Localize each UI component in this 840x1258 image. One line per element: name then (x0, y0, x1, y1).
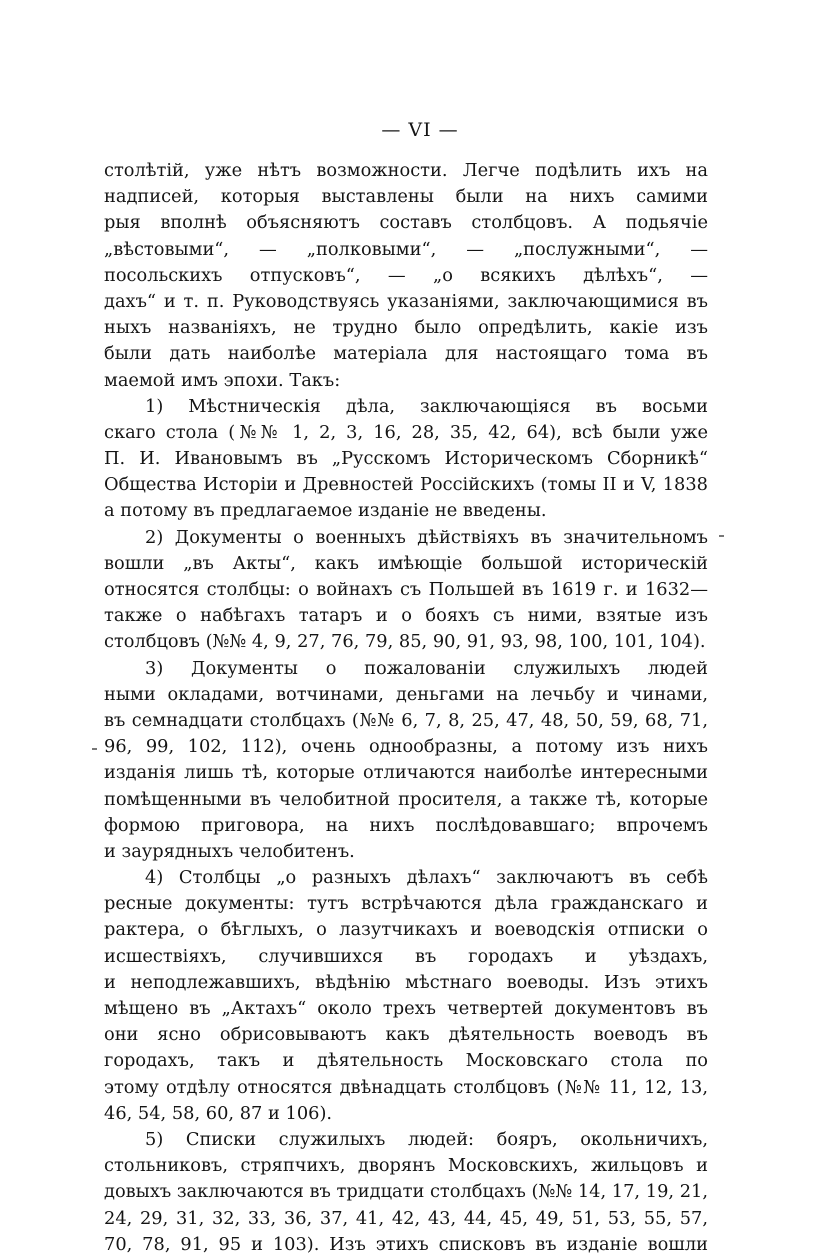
text-line: дахъ“ и т. п. Руководствуясь указаніями, заключающимися въ (104, 290, 708, 312)
page-number: — VI — (381, 119, 459, 141)
text-line: мѣщено въ „Актахъ“ около трехъ четвертей документовъ въ (104, 998, 708, 1019)
text-line: помѣщенными въ челобитной просителя, а также тѣ, которые (104, 788, 708, 810)
text-line: маемой имъ эпохи. Такъ: (104, 369, 341, 391)
text-line: столѣтій, уже нѣтъ возможности. Легче подѣлить ихъ на (104, 160, 708, 181)
text-line: 5) Списки служилыхъ людей: бояръ, окольничихъ, (145, 1128, 708, 1150)
text-line: скаго стола (№№ 1, 2, 3, 16, 28, 35, 42, 64), всѣ были уже (104, 421, 708, 443)
text-line: 2) Документы о военныхъ дѣйствіяхъ въ значительномъ (145, 526, 708, 548)
text-line: и неподлежавшихъ, вѣдѣнію мѣстнаго воеводы. Изъ этихъ (104, 971, 708, 993)
text-line: П. И. Ивановымъ въ „Русскомъ Историческомъ Сборникѣ“ (104, 448, 708, 470)
text-line: изданія лишь тѣ, которые отличаются наиболѣе интересными (104, 762, 708, 784)
text-line: посольскихъ отпусковъ“, — „о всякихъ дѣлѣхъ“, — (104, 264, 708, 286)
text-line: рактера, о бѣглыхъ, о лазутчикахъ и воеводскія отписки о (104, 919, 708, 941)
text-line: городахъ, такъ и дѣятельность Московскаго стола по (104, 1050, 708, 1072)
text-line: 3) Документы о пожалованіи служилыхъ людей (145, 657, 708, 679)
text-line: вошли „въ Акты“, какъ имѣющіе большой историческій (104, 552, 708, 574)
text-line: столбцовъ (№№ 4, 9, 27, 76, 79, 85, 90, 91, 93, 98, 100, 101, 104). (104, 631, 706, 653)
text-line: 24, 29, 31, 32, 33, 36, 37, 41, 42, 43, 44, 45, 49, 51, 53, 55, 57, (104, 1207, 708, 1229)
text-line: 96, 99, 102, 112), очень однообразны, а потому изъ нихъ (104, 736, 708, 758)
text-line: Общества Исторіи и Древностей Россійскихъ (томы II и V, 1838 (104, 474, 708, 496)
text-line: стольниковъ, стряпчихъ, дворянъ Московскихъ, жильцовъ и (104, 1155, 708, 1177)
text-line: „вѣстовыми“, — „полковыми“, — „послужными“, — (104, 238, 708, 260)
text-line: этому отдѣлу относятся двѣнадцать столбцовъ (№№ 11, 12, 13, (104, 1076, 708, 1098)
text-line: 70, 78, 91, 95 и 103). Изъ этихъ списковъ въ изданіе вошли (104, 1233, 708, 1255)
text-line: и заурядныхъ челобитенъ. (104, 840, 355, 862)
text-line: относятся столбцы: о войнахъ съ Польшей въ 1619 г. и 1632— (104, 579, 708, 600)
text-line: а потому въ предлагаемое изданіе не введены. (104, 500, 547, 522)
text-line: они ясно обрисовываютъ какъ дѣятельность воеводъ въ (104, 1024, 708, 1046)
text-line: довыхъ заключаются въ тридцати столбцахъ (№№ 14, 17, 19, 21, (104, 1181, 708, 1203)
text-line: рыя вполнѣ объясняютъ составъ столбцовъ. А подьячіе (104, 212, 708, 234)
text-line: ными окладами, вотчинами, деньгами на лечьбу и чинами, (104, 683, 708, 705)
stray-mark (92, 748, 97, 750)
text-line: 4) Столбцы „о разныхъ дѣлахъ“ заключаютъ въ себѣ (145, 867, 708, 889)
text-line: въ семнадцати столбцахъ (№№ 6, 7, 8, 25, 47, 48, 50, 59, 68, 71, (104, 709, 708, 731)
text-line: 46, 54, 58, 60, 87 и 106). (104, 1102, 333, 1124)
text-line: надписей, которыя выставлены были на нихъ самими (104, 186, 708, 208)
text-line: ныхъ названіяхъ, не трудно было опредѣлить, какіе изъ (104, 317, 708, 339)
text-line: исшествіяхъ, случившихся въ городахъ и уѣздахъ, (104, 945, 708, 967)
text-line: 1) Мѣстническія дѣла, заключающіяся въ восьми (145, 395, 708, 417)
stray-mark (719, 535, 724, 537)
text-line: формою приговора, на нихъ послѣдовавшаго; впрочемъ (104, 814, 708, 836)
text-line: также о набѣгахъ татаръ и о бояхъ съ ними, взятые изъ (104, 605, 708, 627)
text-line: ресные документы: тутъ встрѣчаются дѣла гражданскаго и (104, 893, 708, 915)
body-text (104, 158, 708, 1258)
text-line: были дать наиболѣе матеріала для настоящаго тома въ (104, 343, 708, 365)
